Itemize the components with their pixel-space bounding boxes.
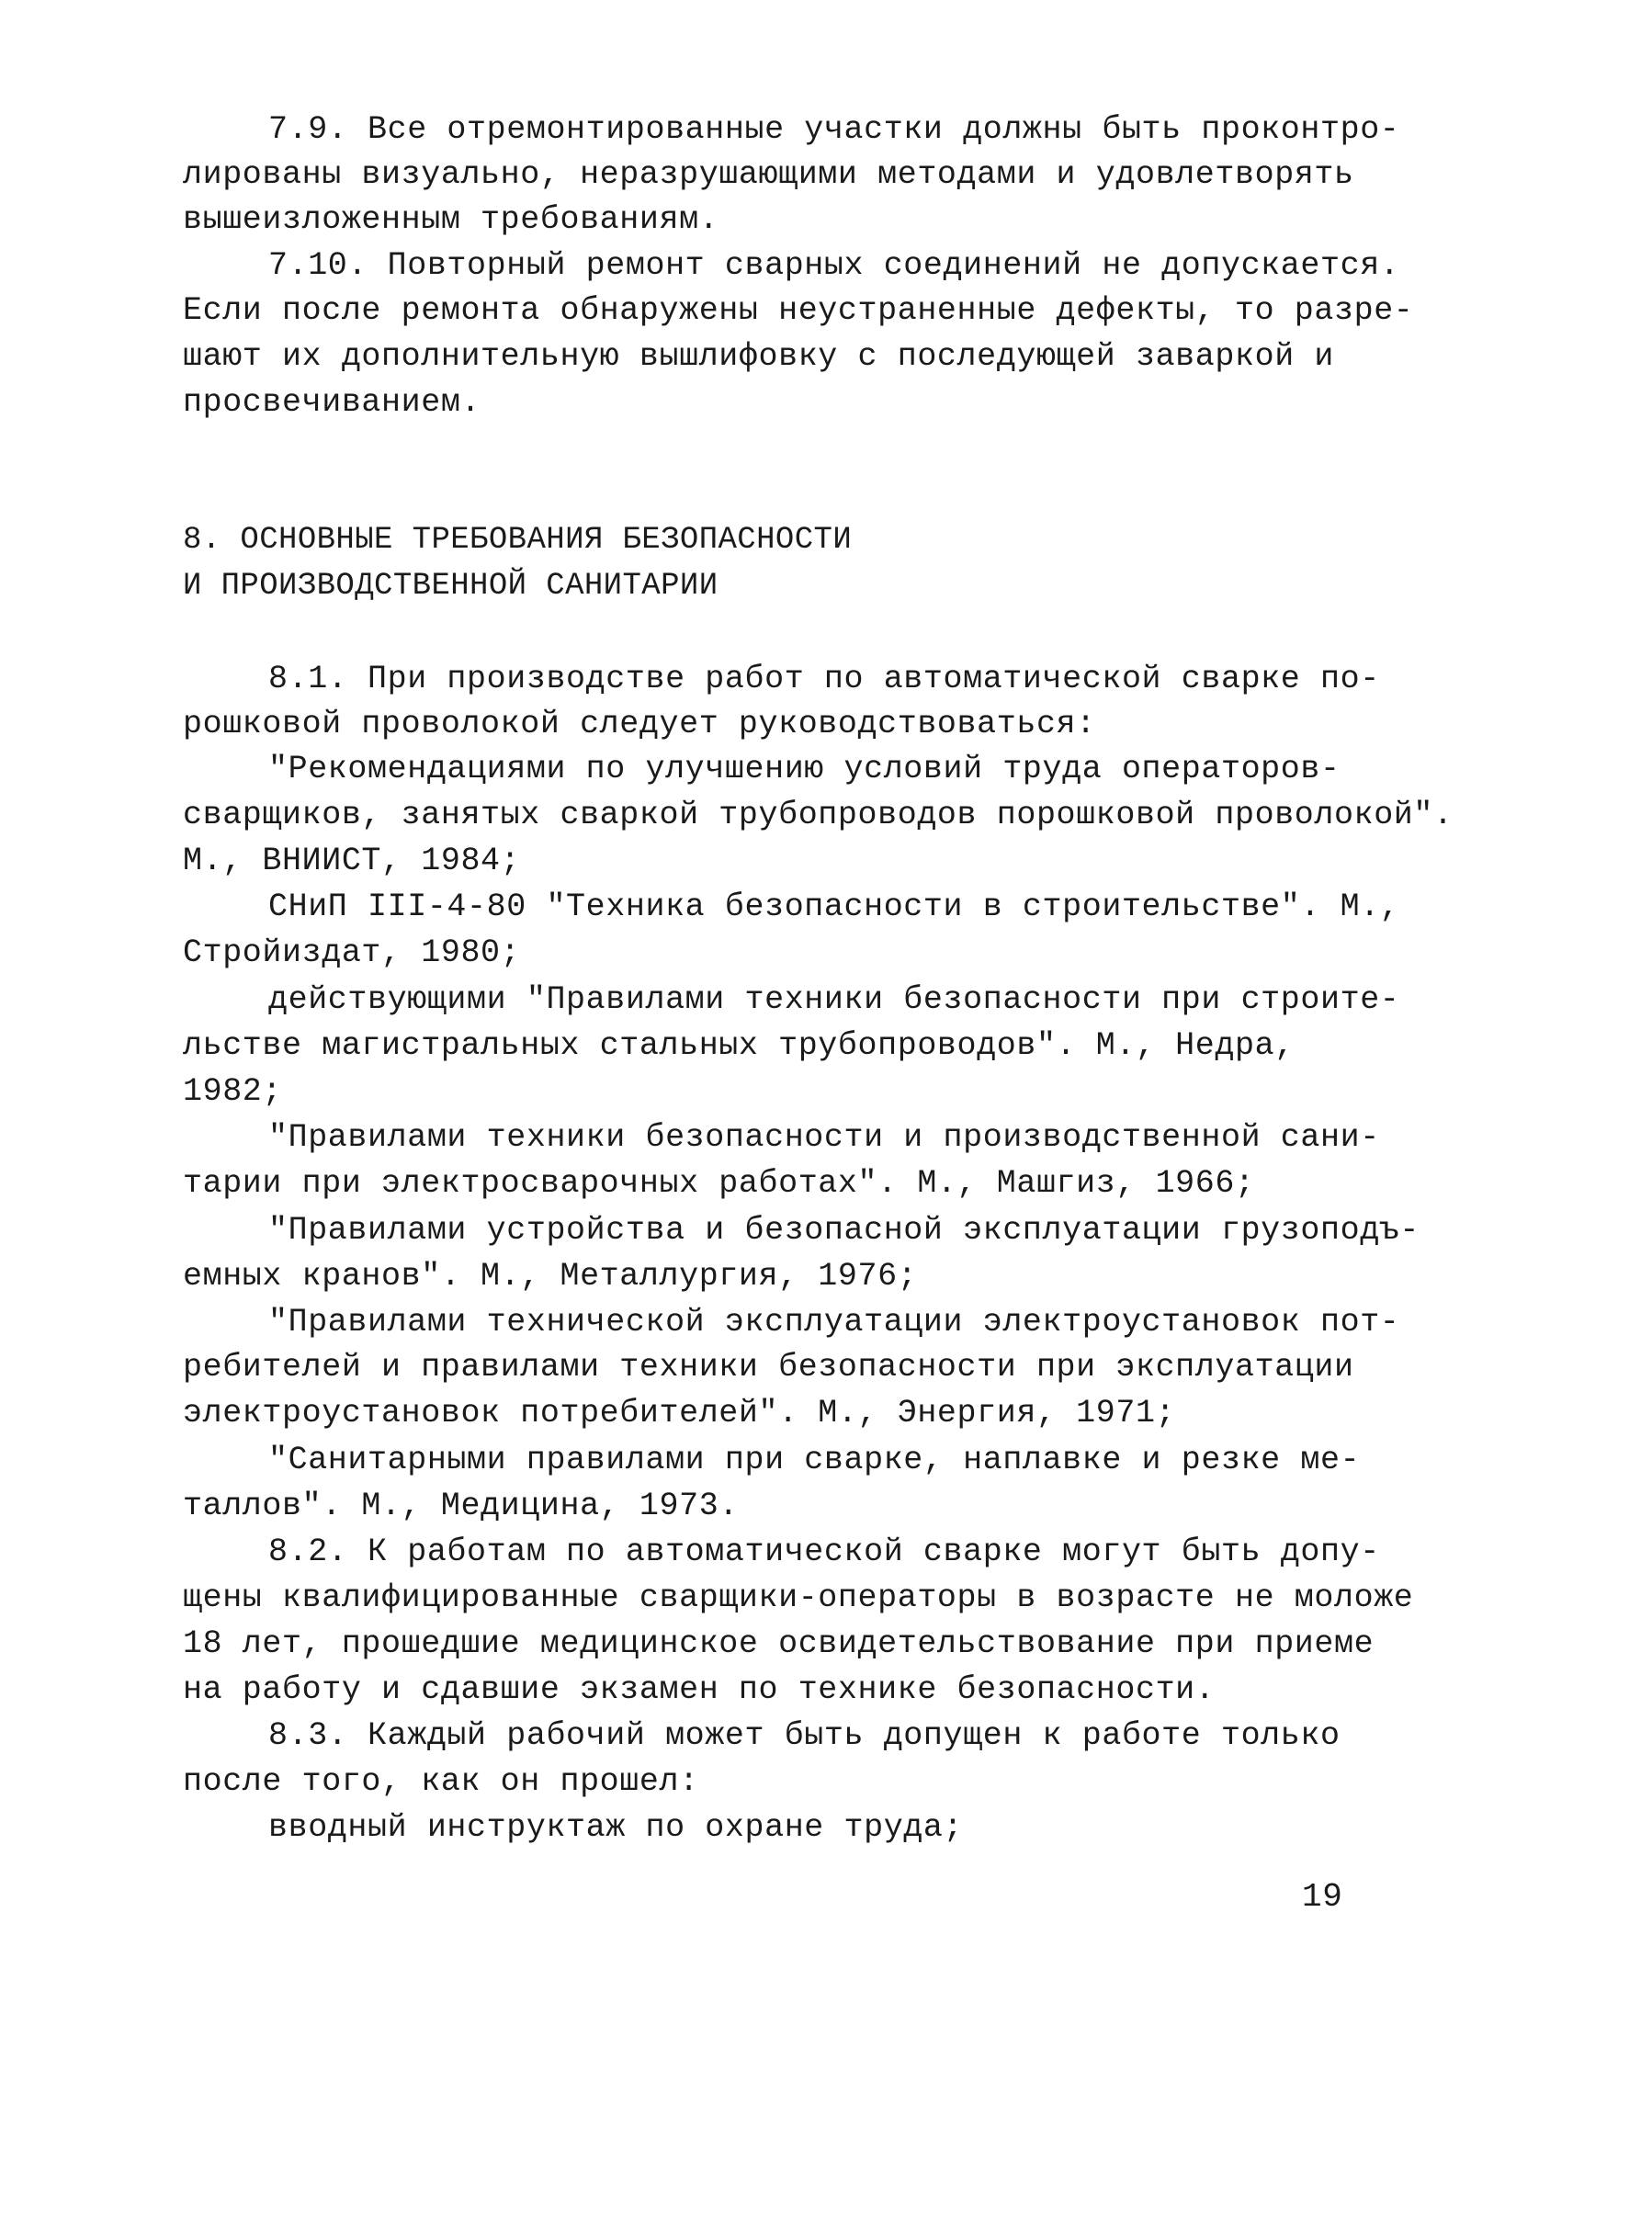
reference-item-line: "Правилами технической эксплуатации электроустановок пот- [268,1304,1400,1341]
reference-item-line: действующими "Правилами техники безопасности при строите- [268,981,1400,1018]
section-8-heading: И ПРОИЗВОДСТВЕННОЙ САНИТАРИИ [183,569,719,604]
reference-item-line: "Правилами устройства и безопасной эксплуатации грузоподъ- [268,1212,1420,1249]
reference-item-line: СНиП III-4-80 "Техника безопасности в строительстве". М., [268,888,1400,925]
section-8-heading: 8. ОСНОВНЫЕ ТРЕБОВАНИЯ БЕЗОПАСНОСТИ [183,523,853,558]
reference-item-line: льстве магистральных стальных трубопроводов". М., Недра, [183,1027,1295,1064]
paragraph-7-9-line: вышеизложенным требованиям. [183,201,719,238]
reference-item-line: таллов". М., Медицина, 1973. [183,1488,739,1524]
paragraph-7-10-line: шают их дополнительную вышлифовку с последующей заваркой и [183,338,1334,375]
paragraph-8-3-line: после того, как он прошел: [183,1763,699,1800]
page-number: 19 [1302,1878,1343,1916]
paragraph-7-10-line: просвечиванием. [183,384,481,421]
reference-item-line: "Правилами техники безопасности и производственной сани- [268,1119,1380,1156]
paragraph-8-2-line: щены квалифицированные сварщики-операторы в возрасте не моложе [183,1579,1414,1616]
paragraph-8-2-line: на работу и сдавшие экзамен по технике безопасности. [183,1671,1216,1708]
paragraph-8-3-line: 8.3. Каждый рабочий может быть допущен к работе только [268,1717,1341,1754]
reference-item-line: электроустановок потребителей". М., Энергия, 1971; [183,1395,1176,1432]
reference-item-line: "Санитарными правилами при сварке, наплавке и резке ме- [268,1442,1361,1478]
reference-item-line: "Рекомендациями по улучшению условий труда операторов- [268,751,1341,787]
paragraph-8-2-line: 18 лет, прошедшие медицинское освидетельствование при приеме [183,1625,1375,1662]
paragraph-7-9-line: лированы визуально, неразрушающими методами и удовлетворять [183,156,1354,193]
paragraph-7-10-line: 7.10. Повторный ремонт сварных соединений не допускается. [268,247,1400,284]
paragraph-8-3-line: вводный инструктаж по охране труда; [268,1809,964,1846]
reference-item-line: 1982; [183,1073,283,1110]
reference-item-line: М., ВНИИСТ, 1984; [183,843,521,879]
reference-item-line: сварщиков, занятых сваркой трубопроводов порошковой проволокой". [183,797,1454,833]
paragraph-8-2-line: 8.2. К работам по автоматической сварке могут быть допу- [268,1533,1380,1570]
paragraph-8-1-line: 8.1. При производстве работ по автоматической сварке по- [268,661,1380,697]
reference-item-line: Стройиздат, 1980; [183,934,521,971]
reference-item-line: тарии при электросварочных работах". М., Машгиз, 1966; [183,1165,1255,1202]
reference-item-line: емных кранов". М., Металлургия, 1976; [183,1258,918,1295]
paragraph-8-1-line: рошковой проволокой следует руководствоваться: [183,706,1096,742]
paragraph-7-9-line: 7.9. Все отремонтированные участки должны быть проконтро- [268,111,1400,148]
paragraph-7-10-line: Если после ремонта обнаружены неустраненные дефекты, то разре- [183,292,1414,329]
reference-item-line: ребителей и правилами техники безопасности при эксплуатации [183,1349,1354,1386]
